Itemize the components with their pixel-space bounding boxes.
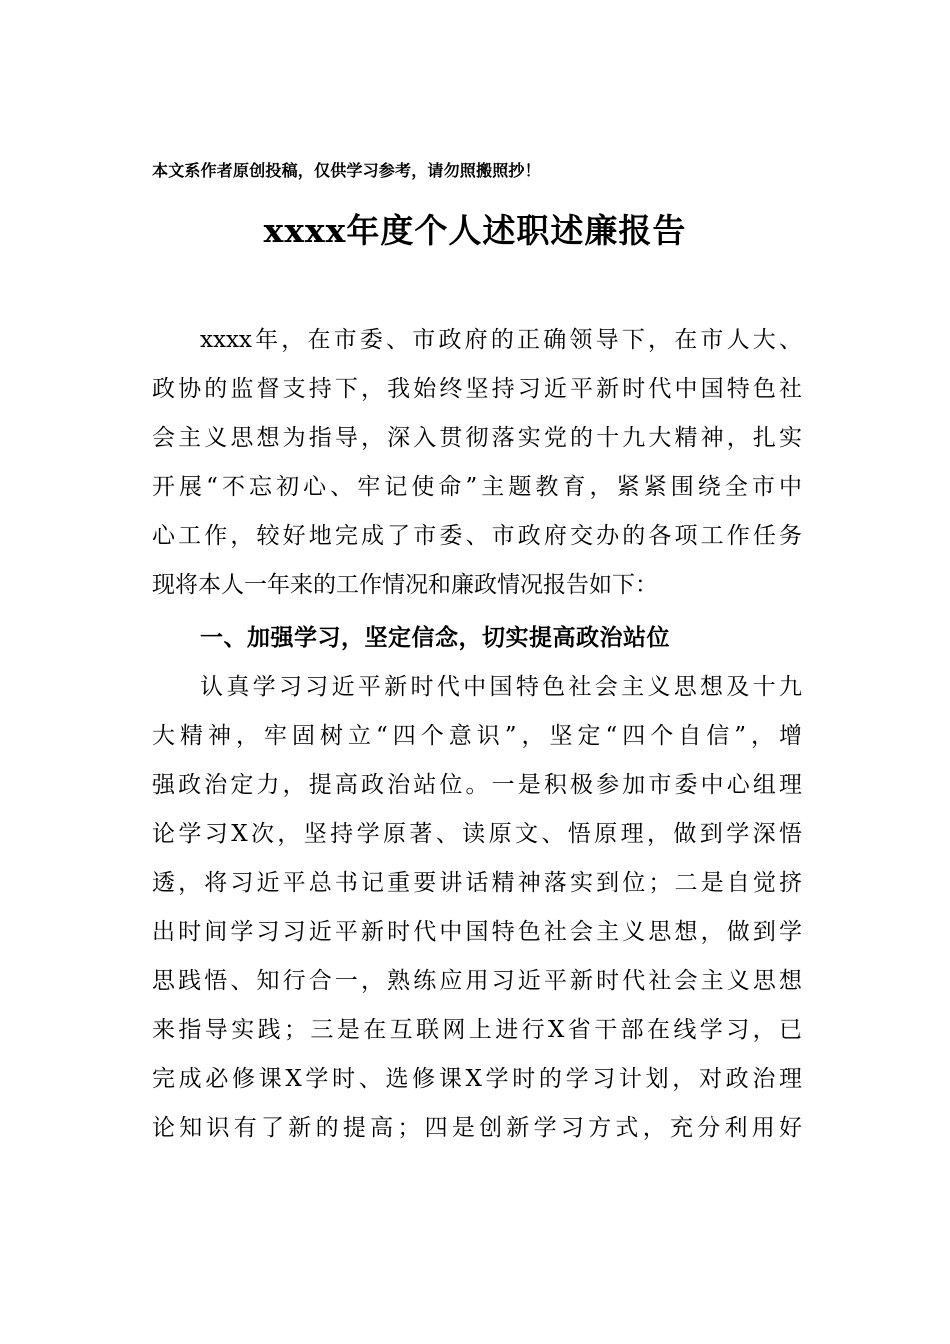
paragraph-line: 来指导实践；三是在互联网上进行X省干部在线学习，已 — [152, 1017, 802, 1043]
paragraph-line: 会主义思想为指导，深入贯彻落实党的十九大精神，扎实 — [152, 425, 802, 451]
paragraph-line: 现将本人一年来的工作情况和廉政情况报告如下： — [152, 572, 658, 598]
paragraph-line: 论学习X次，坚持学原著、读原文、悟原理，做到学深悟 — [152, 821, 802, 847]
paragraph-line: xxxx年，在市委、市政府的正确领导下，在市人大、 — [200, 327, 802, 353]
paragraph-line: 开展“不忘初心、牢记使命”主题教育，紧紧围绕全市中 — [152, 474, 802, 500]
paragraph-line: 出时间学习习近平新时代中国特色社会主义思想，做到学 — [152, 919, 802, 945]
copyright-notice: 本文系作者原创投稿，仅供学习参考，请勿照搬照抄！ — [152, 161, 541, 180]
paragraph-study — [152, 663, 802, 1153]
paragraph-line: 强政治定力，提高政治站位。一是积极参加市委中心组理 — [152, 772, 802, 798]
paragraph-line: 大精神，牢固树立“四个意识”，坚定“四个自信”，增 — [152, 723, 802, 749]
paragraph-line: 透，将习近平总书记重要讲话精神落实到位；二是自觉挤 — [152, 870, 802, 896]
page-title: xxxx年度个人述职述廉报告 — [263, 211, 687, 250]
paragraph-line: 认真学习习近平新时代中国特色社会主义思想及十九 — [200, 674, 802, 700]
paragraph-line: 完成必修课X学时、选修课X学时的学习计划，对政治理 — [152, 1066, 802, 1092]
paragraph-intro — [152, 316, 802, 610]
paragraph-line: 论知识有了新的提高；四是创新学习方式，充分利用好 — [152, 1115, 802, 1141]
paragraph-line: 心工作，较好地完成了市委、市政府交办的各项工作任务 — [152, 523, 802, 549]
section-heading: 一、加强学习，坚定信念，切实提高政治站位 — [200, 625, 670, 651]
paragraph-line: 政协的监督支持下，我始终坚持习近平新时代中国特色社 — [152, 376, 802, 402]
paragraph-line: 思践悟、知行合一，熟练应用习近平新时代社会主义思想 — [152, 968, 802, 994]
